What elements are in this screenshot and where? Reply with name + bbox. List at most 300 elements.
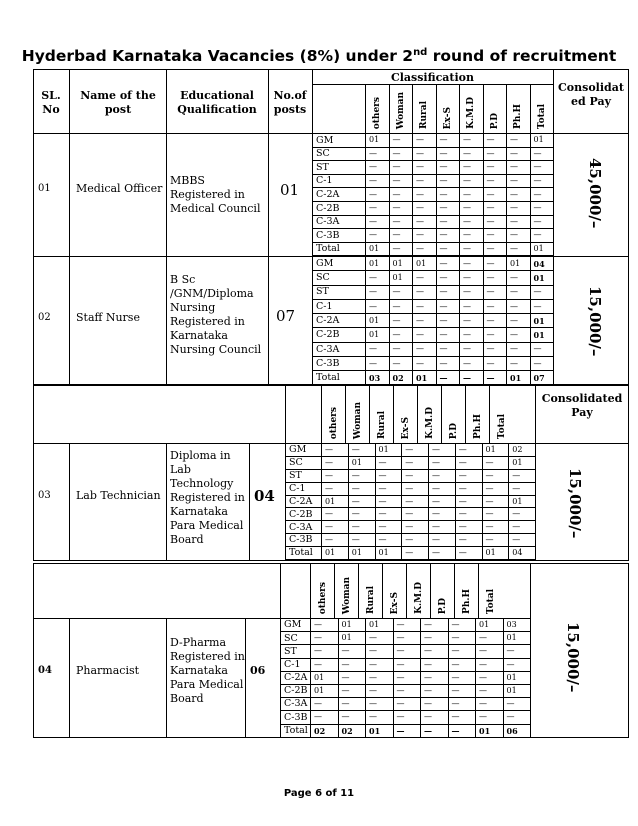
table-cell: — — [436, 257, 460, 271]
table-row — [286, 521, 536, 534]
category-label: SC — [313, 147, 366, 161]
table-cell: — — [348, 469, 375, 482]
consolidated-pay-value: 15,000/– — [564, 622, 582, 693]
table-cell: — — [460, 215, 484, 229]
table-cell: — — [483, 188, 507, 202]
table-cell: — — [402, 547, 429, 560]
table-cell: — — [460, 257, 484, 271]
table-cell: — — [389, 134, 413, 148]
table-cell: — — [413, 229, 437, 243]
table-cell: — — [366, 645, 394, 658]
table-cell: — — [436, 328, 460, 342]
table-row — [313, 299, 554, 313]
table-cell: — — [311, 658, 339, 671]
table-cell: — — [421, 698, 449, 711]
category-label: C-2A — [313, 188, 366, 202]
table-row — [313, 271, 554, 285]
column-header-exs: Ex-S — [436, 84, 460, 133]
table-cell: — — [389, 299, 413, 313]
table-cell: — — [413, 161, 437, 175]
table-cell: — — [448, 645, 476, 658]
qualification-line: /GNM/Diploma — [170, 287, 254, 300]
table-cell: 01 — [509, 456, 536, 469]
column-header-phh: Ph.H — [454, 563, 478, 618]
table-cell: — — [460, 371, 484, 385]
table-cell: — — [413, 174, 437, 188]
table-cell: — — [530, 201, 554, 215]
table-cell: — — [503, 645, 531, 658]
table-cell: 01 — [322, 547, 349, 560]
table-cell: — — [483, 342, 507, 356]
column-header-woman: Woman — [389, 84, 413, 133]
table-cell: 01 — [366, 242, 390, 256]
qualification-line: Board — [170, 692, 204, 705]
table-cell: — — [455, 444, 482, 457]
table-cell: — — [402, 456, 429, 469]
table-cell: — — [402, 508, 429, 521]
qualification-line: B Sc — [170, 273, 196, 286]
table-cell: — — [530, 161, 554, 175]
table-cell: — — [482, 456, 509, 469]
table-cell: 01 — [476, 619, 504, 632]
category-label: C-3B — [286, 534, 322, 547]
table-cell: — — [322, 521, 349, 534]
table-cell: 01 — [311, 684, 339, 697]
table-cell: — — [348, 534, 375, 547]
table-cell: — — [393, 671, 421, 684]
table-cell: — — [429, 521, 456, 534]
table-cell: — — [460, 188, 484, 202]
table-cell: 04 — [509, 547, 536, 560]
table-cell: — — [338, 684, 366, 697]
table-cell: — — [429, 508, 456, 521]
category-label: C-1 — [281, 658, 311, 671]
table-cell: 01 — [389, 257, 413, 271]
table-cell: — — [436, 271, 460, 285]
table-row — [286, 456, 536, 469]
post-count: 04 — [254, 487, 275, 505]
table-cell: — — [366, 684, 394, 697]
table-cell: — — [483, 134, 507, 148]
table-cell: — — [429, 534, 456, 547]
table-cell: — — [460, 229, 484, 243]
table-row — [313, 174, 554, 188]
table-cell: — — [429, 444, 456, 457]
table-cell: 01 — [338, 619, 366, 632]
table-cell: — — [530, 285, 554, 299]
category-label: C-2B — [313, 328, 366, 342]
table-cell: 01 — [366, 724, 394, 737]
post-name: Medical Officer — [76, 182, 163, 195]
table-cell: — — [429, 469, 456, 482]
table-cell: — — [421, 724, 449, 737]
title-tail: round of recruitment — [427, 47, 617, 66]
table-cell: — — [448, 711, 476, 724]
table-row — [313, 134, 554, 148]
table-cell: — — [366, 632, 394, 645]
qualification-line: Registered in — [170, 491, 245, 504]
category-label: GM — [313, 257, 366, 271]
table-row — [281, 684, 531, 697]
table-row — [313, 188, 554, 202]
table-cell: — — [455, 456, 482, 469]
table-cell: — — [393, 711, 421, 724]
table-cell: — — [389, 285, 413, 299]
table-cell: — — [460, 285, 484, 299]
table-cell: — — [366, 342, 390, 356]
table-cell: — — [389, 174, 413, 188]
table-row — [313, 242, 554, 256]
table-cell: 01 — [503, 671, 531, 684]
table-cell: — — [366, 357, 390, 371]
table-cell: — — [421, 711, 449, 724]
table-cell: — — [507, 134, 531, 148]
table-row — [286, 482, 536, 495]
column-header-pd: P.D — [441, 385, 465, 443]
table-cell: — — [448, 658, 476, 671]
column-header-others: others — [365, 84, 389, 133]
table-cell: — — [413, 147, 437, 161]
table-cell: 01 — [503, 632, 531, 645]
table-cell: — — [482, 521, 509, 534]
table-cell: — — [455, 482, 482, 495]
table-cell: 01 — [476, 724, 504, 737]
table-cell: — — [460, 299, 484, 313]
table-cell: — — [348, 482, 375, 495]
table-cell: — — [375, 534, 402, 547]
header-educational-qualification: Educational Qualification — [177, 89, 257, 116]
table-cell: — — [482, 534, 509, 547]
table-cell: — — [322, 534, 349, 547]
page-footer: Page 6 of 11 — [283, 788, 355, 799]
category-label: GM — [286, 444, 322, 457]
classification-grid — [285, 443, 536, 560]
table-cell: — — [393, 724, 421, 737]
column-header-exs: Ex-S — [393, 385, 417, 443]
classification-grid — [312, 133, 554, 256]
table-cell: — — [507, 188, 531, 202]
table-cell: — — [476, 658, 504, 671]
qualification-line: Diploma in — [170, 449, 231, 462]
post-qualification — [170, 174, 266, 216]
category-label: ST — [313, 285, 366, 299]
table-cell: — — [413, 271, 437, 285]
post-sl-no: 02 — [38, 312, 51, 323]
table-cell: — — [483, 299, 507, 313]
table-cell: — — [460, 328, 484, 342]
table-row — [281, 658, 531, 671]
table-cell: — — [436, 188, 460, 202]
category-label: SC — [313, 271, 366, 285]
post-name: Staff Nurse — [76, 311, 140, 324]
table-cell: — — [421, 671, 449, 684]
table-cell: — — [389, 242, 413, 256]
table-cell: — — [455, 534, 482, 547]
qualification-line: Karnataka — [170, 664, 228, 677]
table-cell: — — [482, 482, 509, 495]
table-cell: — — [448, 724, 476, 737]
qualification-line: Medical Council — [170, 202, 261, 215]
table-cell: — — [366, 174, 390, 188]
header-consolidated-pay: Consolidat ed Pay — [558, 81, 624, 108]
column-header-pd: P.D — [430, 563, 454, 618]
table-cell: — — [393, 658, 421, 671]
table-cell: 01 — [530, 134, 554, 148]
table-cell: — — [455, 469, 482, 482]
table-cell: 01 — [389, 271, 413, 285]
table-cell: 01 — [348, 547, 375, 560]
qualification-line: Registered in — [170, 650, 245, 663]
table-cell: — — [530, 299, 554, 313]
qualification-line: Para Medical — [170, 678, 244, 691]
qualification-line: Technology — [170, 477, 234, 490]
table-cell: — — [421, 632, 449, 645]
table-cell: — — [476, 711, 504, 724]
table-row — [281, 711, 531, 724]
category-label: C-3B — [281, 711, 311, 724]
table-cell: — — [436, 174, 460, 188]
category-label: C-1 — [313, 174, 366, 188]
table-cell: — — [482, 508, 509, 521]
table-cell: — — [338, 658, 366, 671]
table-cell: 01 — [413, 371, 437, 385]
table-cell: — — [429, 495, 456, 508]
post-qualification — [170, 273, 266, 357]
table-cell: — — [389, 201, 413, 215]
column-header-kmd: K.M.D — [417, 385, 441, 443]
qualification-line: Karnataka — [170, 505, 228, 518]
table-cell: — — [366, 201, 390, 215]
table-cell: — — [402, 534, 429, 547]
table-cell: — — [460, 271, 484, 285]
post-sl-no: 03 — [38, 490, 51, 501]
table-cell: — — [366, 299, 390, 313]
category-label: GM — [313, 134, 366, 148]
table-cell: 01 — [530, 328, 554, 342]
table-cell: — — [507, 328, 531, 342]
table-row — [281, 632, 531, 645]
table-cell: — — [460, 174, 484, 188]
table-cell: — — [413, 242, 437, 256]
table-cell: — — [483, 215, 507, 229]
table-cell: — — [436, 201, 460, 215]
table-cell: — — [483, 357, 507, 371]
table-cell: — — [455, 495, 482, 508]
table-cell: — — [421, 684, 449, 697]
table-cell: — — [375, 508, 402, 521]
table-cell: 02 — [389, 371, 413, 385]
column-header-rural: Rural — [358, 563, 382, 618]
table-cell: — — [503, 711, 531, 724]
table-cell: — — [366, 271, 390, 285]
category-label: C-3B — [313, 229, 366, 243]
table-cell: — — [476, 671, 504, 684]
header-no-of-posts: No.of posts — [273, 89, 307, 116]
table-cell: 04 — [530, 257, 554, 271]
table-cell: — — [507, 201, 531, 215]
divider — [166, 443, 167, 561]
qualification-line: Board — [170, 533, 204, 546]
category-label: GM — [281, 619, 311, 632]
column-header-rural: Rural — [412, 84, 436, 133]
column-header-kmd: K.M.D — [459, 84, 483, 133]
table-cell: 02 — [338, 724, 366, 737]
table-cell: — — [483, 174, 507, 188]
table-cell: — — [348, 521, 375, 534]
table-cell: — — [413, 188, 437, 202]
column-header-others: others — [310, 563, 334, 618]
table-cell: — — [448, 632, 476, 645]
table-cell: — — [483, 371, 507, 385]
qualification-line: Nursing — [170, 301, 216, 314]
table-cell: — — [389, 147, 413, 161]
table-cell: — — [436, 371, 460, 385]
table-cell: — — [421, 645, 449, 658]
post-name: Lab Technician — [76, 489, 161, 502]
table-cell: — — [348, 508, 375, 521]
table-cell: — — [507, 271, 531, 285]
table-row — [313, 257, 554, 271]
table-row — [313, 215, 554, 229]
table-row — [281, 724, 531, 737]
table-cell: — — [507, 229, 531, 243]
table-cell: — — [393, 684, 421, 697]
table-cell: — — [375, 495, 402, 508]
table-cell: 01 — [507, 371, 531, 385]
table-cell: — — [366, 229, 390, 243]
table-cell: — — [375, 521, 402, 534]
column-header-kmd: K.M.D — [406, 563, 430, 618]
table-row — [286, 444, 536, 457]
table-cell: — — [507, 342, 531, 356]
table-cell: 01 — [530, 271, 554, 285]
table-row — [313, 342, 554, 356]
table-cell: — — [375, 469, 402, 482]
table-cell: — — [436, 242, 460, 256]
table-cell: — — [503, 698, 531, 711]
table-cell: — — [460, 357, 484, 371]
table-cell: — — [483, 161, 507, 175]
table-cell: 01 — [530, 314, 554, 328]
category-label: C-2B — [281, 684, 311, 697]
table-cell: — — [509, 508, 536, 521]
table-cell: — — [436, 342, 460, 356]
table-cell: — — [402, 521, 429, 534]
table-cell: — — [413, 299, 437, 313]
page-title — [0, 47, 638, 65]
table-row — [286, 547, 536, 560]
qualification-line: Para Medical — [170, 519, 244, 532]
table-cell: — — [366, 215, 390, 229]
table-cell: — — [509, 521, 536, 534]
category-label: SC — [281, 632, 311, 645]
category-label: ST — [281, 645, 311, 658]
category-label: C-3A — [281, 698, 311, 711]
table-cell: — — [413, 357, 437, 371]
table-cell: 01 — [530, 242, 554, 256]
category-label: ST — [313, 161, 366, 175]
table-cell: — — [366, 188, 390, 202]
table-cell: — — [507, 299, 531, 313]
table-cell: — — [483, 242, 507, 256]
table-cell: — — [311, 698, 339, 711]
table-cell: — — [448, 619, 476, 632]
table-cell: — — [311, 632, 339, 645]
qualification-line: MBBS — [170, 174, 205, 187]
post-sl-no: 01 — [38, 183, 51, 194]
table-cell: 03 — [503, 619, 531, 632]
column-header-pd: P.D — [483, 84, 507, 133]
table-cell: — — [507, 285, 531, 299]
table-cell: — — [448, 684, 476, 697]
table-cell: 01 — [311, 671, 339, 684]
table-cell: — — [436, 299, 460, 313]
table-cell: — — [402, 482, 429, 495]
table-row — [313, 229, 554, 243]
post-count: 01 — [280, 181, 300, 199]
category-label: ST — [286, 469, 322, 482]
table-cell: 01 — [366, 257, 390, 271]
table-cell: — — [366, 147, 390, 161]
table-cell: 01 — [507, 257, 531, 271]
table-cell: — — [389, 342, 413, 356]
post-qualification — [170, 636, 246, 706]
table-cell: — — [507, 357, 531, 371]
table-cell: — — [448, 698, 476, 711]
table-cell: — — [322, 469, 349, 482]
table-cell: 01 — [366, 134, 390, 148]
table-cell: — — [460, 342, 484, 356]
column-header-total: Total — [530, 84, 554, 133]
category-label: Total — [281, 724, 311, 737]
category-label: C-3A — [286, 521, 322, 534]
table-row — [286, 508, 536, 521]
table-cell: — — [436, 147, 460, 161]
table-cell: 01 — [366, 328, 390, 342]
table-cell: — — [483, 328, 507, 342]
table-cell: 01 — [413, 257, 437, 271]
table-cell: — — [460, 314, 484, 328]
table-cell: — — [460, 134, 484, 148]
table-cell: — — [322, 482, 349, 495]
table-cell: — — [476, 632, 504, 645]
table-cell: — — [393, 645, 421, 658]
table-cell: — — [436, 215, 460, 229]
table-cell: — — [322, 508, 349, 521]
table-cell: — — [509, 534, 536, 547]
table-row — [281, 671, 531, 684]
table-cell: — — [311, 619, 339, 632]
qualification-line: Karnataka — [170, 329, 228, 342]
table-cell: — — [476, 645, 504, 658]
post-count: 07 — [276, 307, 296, 325]
column-header-woman: Woman — [334, 563, 358, 618]
column-header-phh: Ph.H — [506, 84, 530, 133]
divider — [69, 69, 70, 385]
category-label: C-3A — [313, 342, 366, 356]
table-cell: — — [366, 711, 394, 724]
table-cell: — — [476, 684, 504, 697]
table-row — [313, 328, 554, 342]
table-cell: — — [503, 658, 531, 671]
post-name: Pharmacist — [76, 664, 140, 677]
column-header-rural: Rural — [369, 385, 393, 443]
table-cell: — — [483, 201, 507, 215]
post-count: 06 — [250, 664, 266, 677]
consolidated-pay-value: 15,000/– — [586, 286, 604, 357]
table-row — [281, 698, 531, 711]
table-cell: — — [483, 271, 507, 285]
